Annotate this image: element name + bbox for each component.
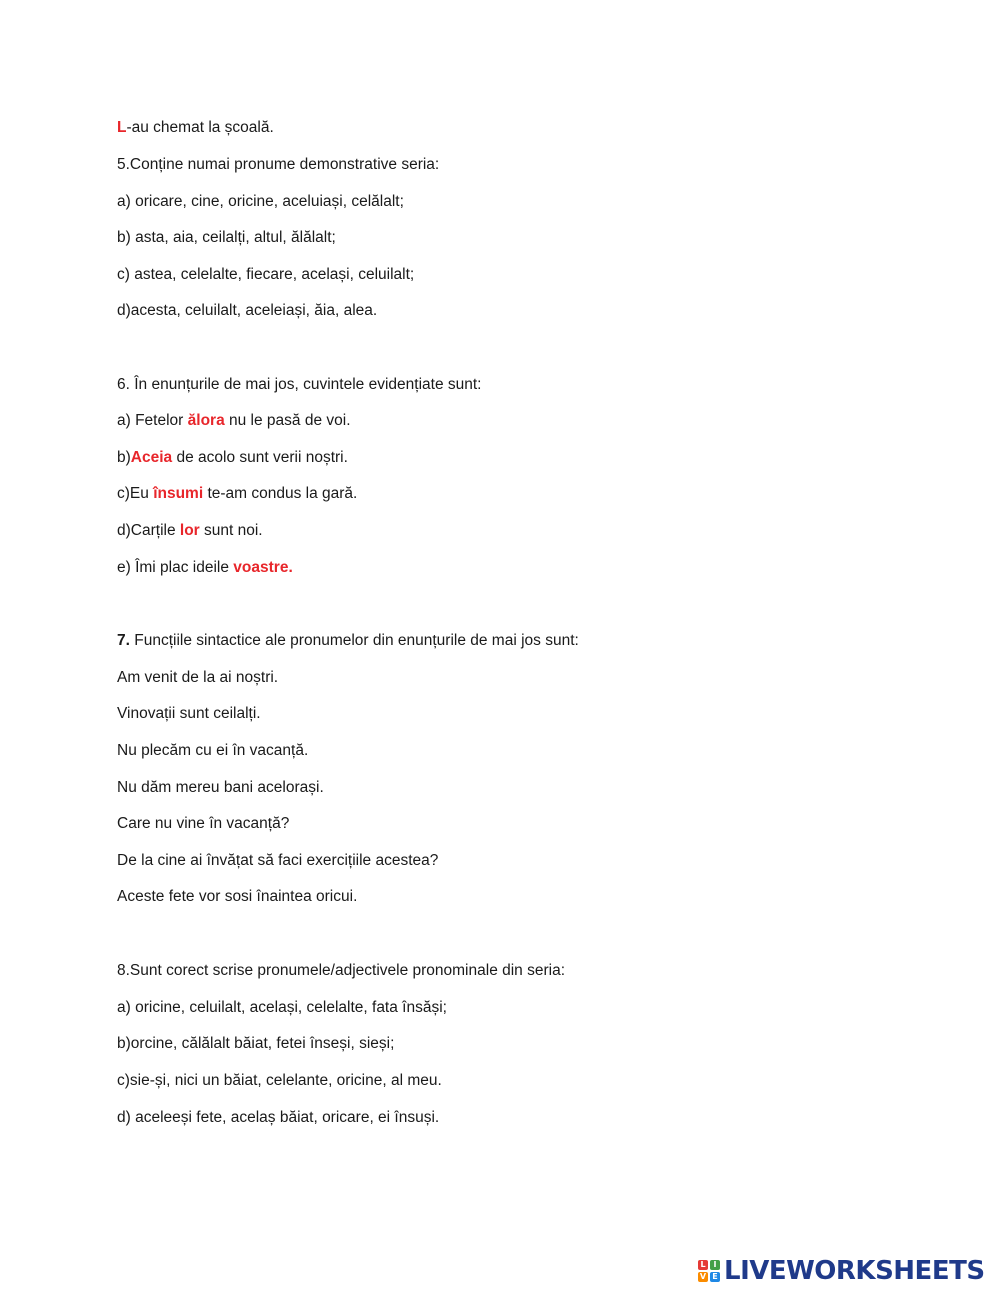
logo-text: LIVEWORKSHEETS bbox=[724, 1256, 985, 1286]
line-text: Funcțiile sintactice ale pronumelor din enunțurile de mai jos sunt: bbox=[129, 632, 579, 649]
question-8-option-c: c)sie-și, nici un băiat, celelante, oricine, al meu. bbox=[117, 1072, 442, 1089]
logo-letter: E bbox=[710, 1272, 720, 1282]
highlight-word: voastre. bbox=[233, 559, 293, 576]
question-6-item-a bbox=[117, 411, 351, 431]
highlight-word: Aceia bbox=[130, 449, 173, 466]
line-text: sunt noi. bbox=[199, 522, 263, 539]
question-5-option-b: b) asta, aia, ceilalți, altul, ălălalt; bbox=[117, 229, 336, 246]
question-6-item-b bbox=[117, 448, 348, 468]
question-5-option-d: d)acesta, celuilalt, aceleiași, ăia, alea. bbox=[117, 302, 378, 319]
line-text: e) Îmi plac ideile bbox=[117, 559, 234, 576]
question-5-title: 5.Conține numai pronume demonstrative seria: bbox=[117, 156, 440, 173]
line-text: nu le pasă de voi. bbox=[224, 412, 351, 429]
question-7-sentence-2: Vinovații sunt ceilalți. bbox=[117, 705, 261, 722]
question-7-sentence-6: De la cine ai învățat să faci exercițiile acestea? bbox=[117, 852, 439, 869]
liveworksheets-logo bbox=[698, 1256, 985, 1286]
line-text: d)Carțile bbox=[117, 522, 180, 539]
line-l-au-chemat bbox=[117, 118, 274, 138]
logo-letter: I bbox=[710, 1260, 720, 1270]
question-7-title bbox=[117, 631, 579, 651]
question-8-option-d: d) aceleeși fete, acelaș băiat, oricare, ei însuși. bbox=[117, 1109, 440, 1126]
question-5-option-a: a) oricare, cine, oricine, aceluiași, celălalt; bbox=[117, 193, 404, 210]
line-text: b) bbox=[117, 449, 131, 466]
question-6-item-c bbox=[117, 484, 357, 504]
line-text: de acolo sunt verii noștri. bbox=[172, 449, 348, 466]
question-5-option-c: c) astea, celelalte, fiecare, același, celuilalt; bbox=[117, 266, 415, 283]
question-6-title: 6. În enunțurile de mai jos, cuvintele evidențiate sunt: bbox=[117, 376, 482, 393]
question-6-item-d bbox=[117, 521, 263, 541]
highlight-word: L bbox=[117, 119, 127, 136]
question-7-sentence-4: Nu dăm mereu bani acelorași. bbox=[117, 779, 324, 796]
line-text: a) Fetelor bbox=[117, 412, 188, 429]
logo-letter: V bbox=[699, 1272, 707, 1281]
highlight-word: lor bbox=[179, 522, 200, 539]
line-text: te-am condus la gară. bbox=[203, 485, 358, 502]
line-text: c)Eu bbox=[117, 485, 154, 502]
question-8-option-a: a) oricine, celuilalt, același, celelalte, fata însăși; bbox=[117, 999, 447, 1016]
question-7-sentence-3: Nu plecăm cu ei în vacanță. bbox=[117, 742, 309, 759]
highlight-word: însumi bbox=[153, 485, 204, 502]
question-8-title: 8.Sunt corect scrise pronumele/adjectivele pronominale din seria: bbox=[117, 962, 566, 979]
question-6-item-e bbox=[117, 558, 293, 578]
highlight-word: ălora bbox=[187, 412, 225, 429]
question-7-sentence-7: Aceste fete vor sosi înaintea oricui. bbox=[117, 888, 358, 905]
logo-letter: L bbox=[698, 1260, 708, 1270]
question-8-option-b: b)orcine, călălalt băiat, fetei înseși, sieși; bbox=[117, 1035, 395, 1052]
logo-mark-icon bbox=[698, 1260, 720, 1282]
question-7-sentence-5: Care nu vine în vacanță? bbox=[117, 815, 290, 832]
question-number: 7. bbox=[117, 632, 130, 649]
question-7-sentence-1: Am venit de la ai noștri. bbox=[117, 669, 279, 686]
line-text: -au chemat la școală. bbox=[126, 119, 274, 136]
